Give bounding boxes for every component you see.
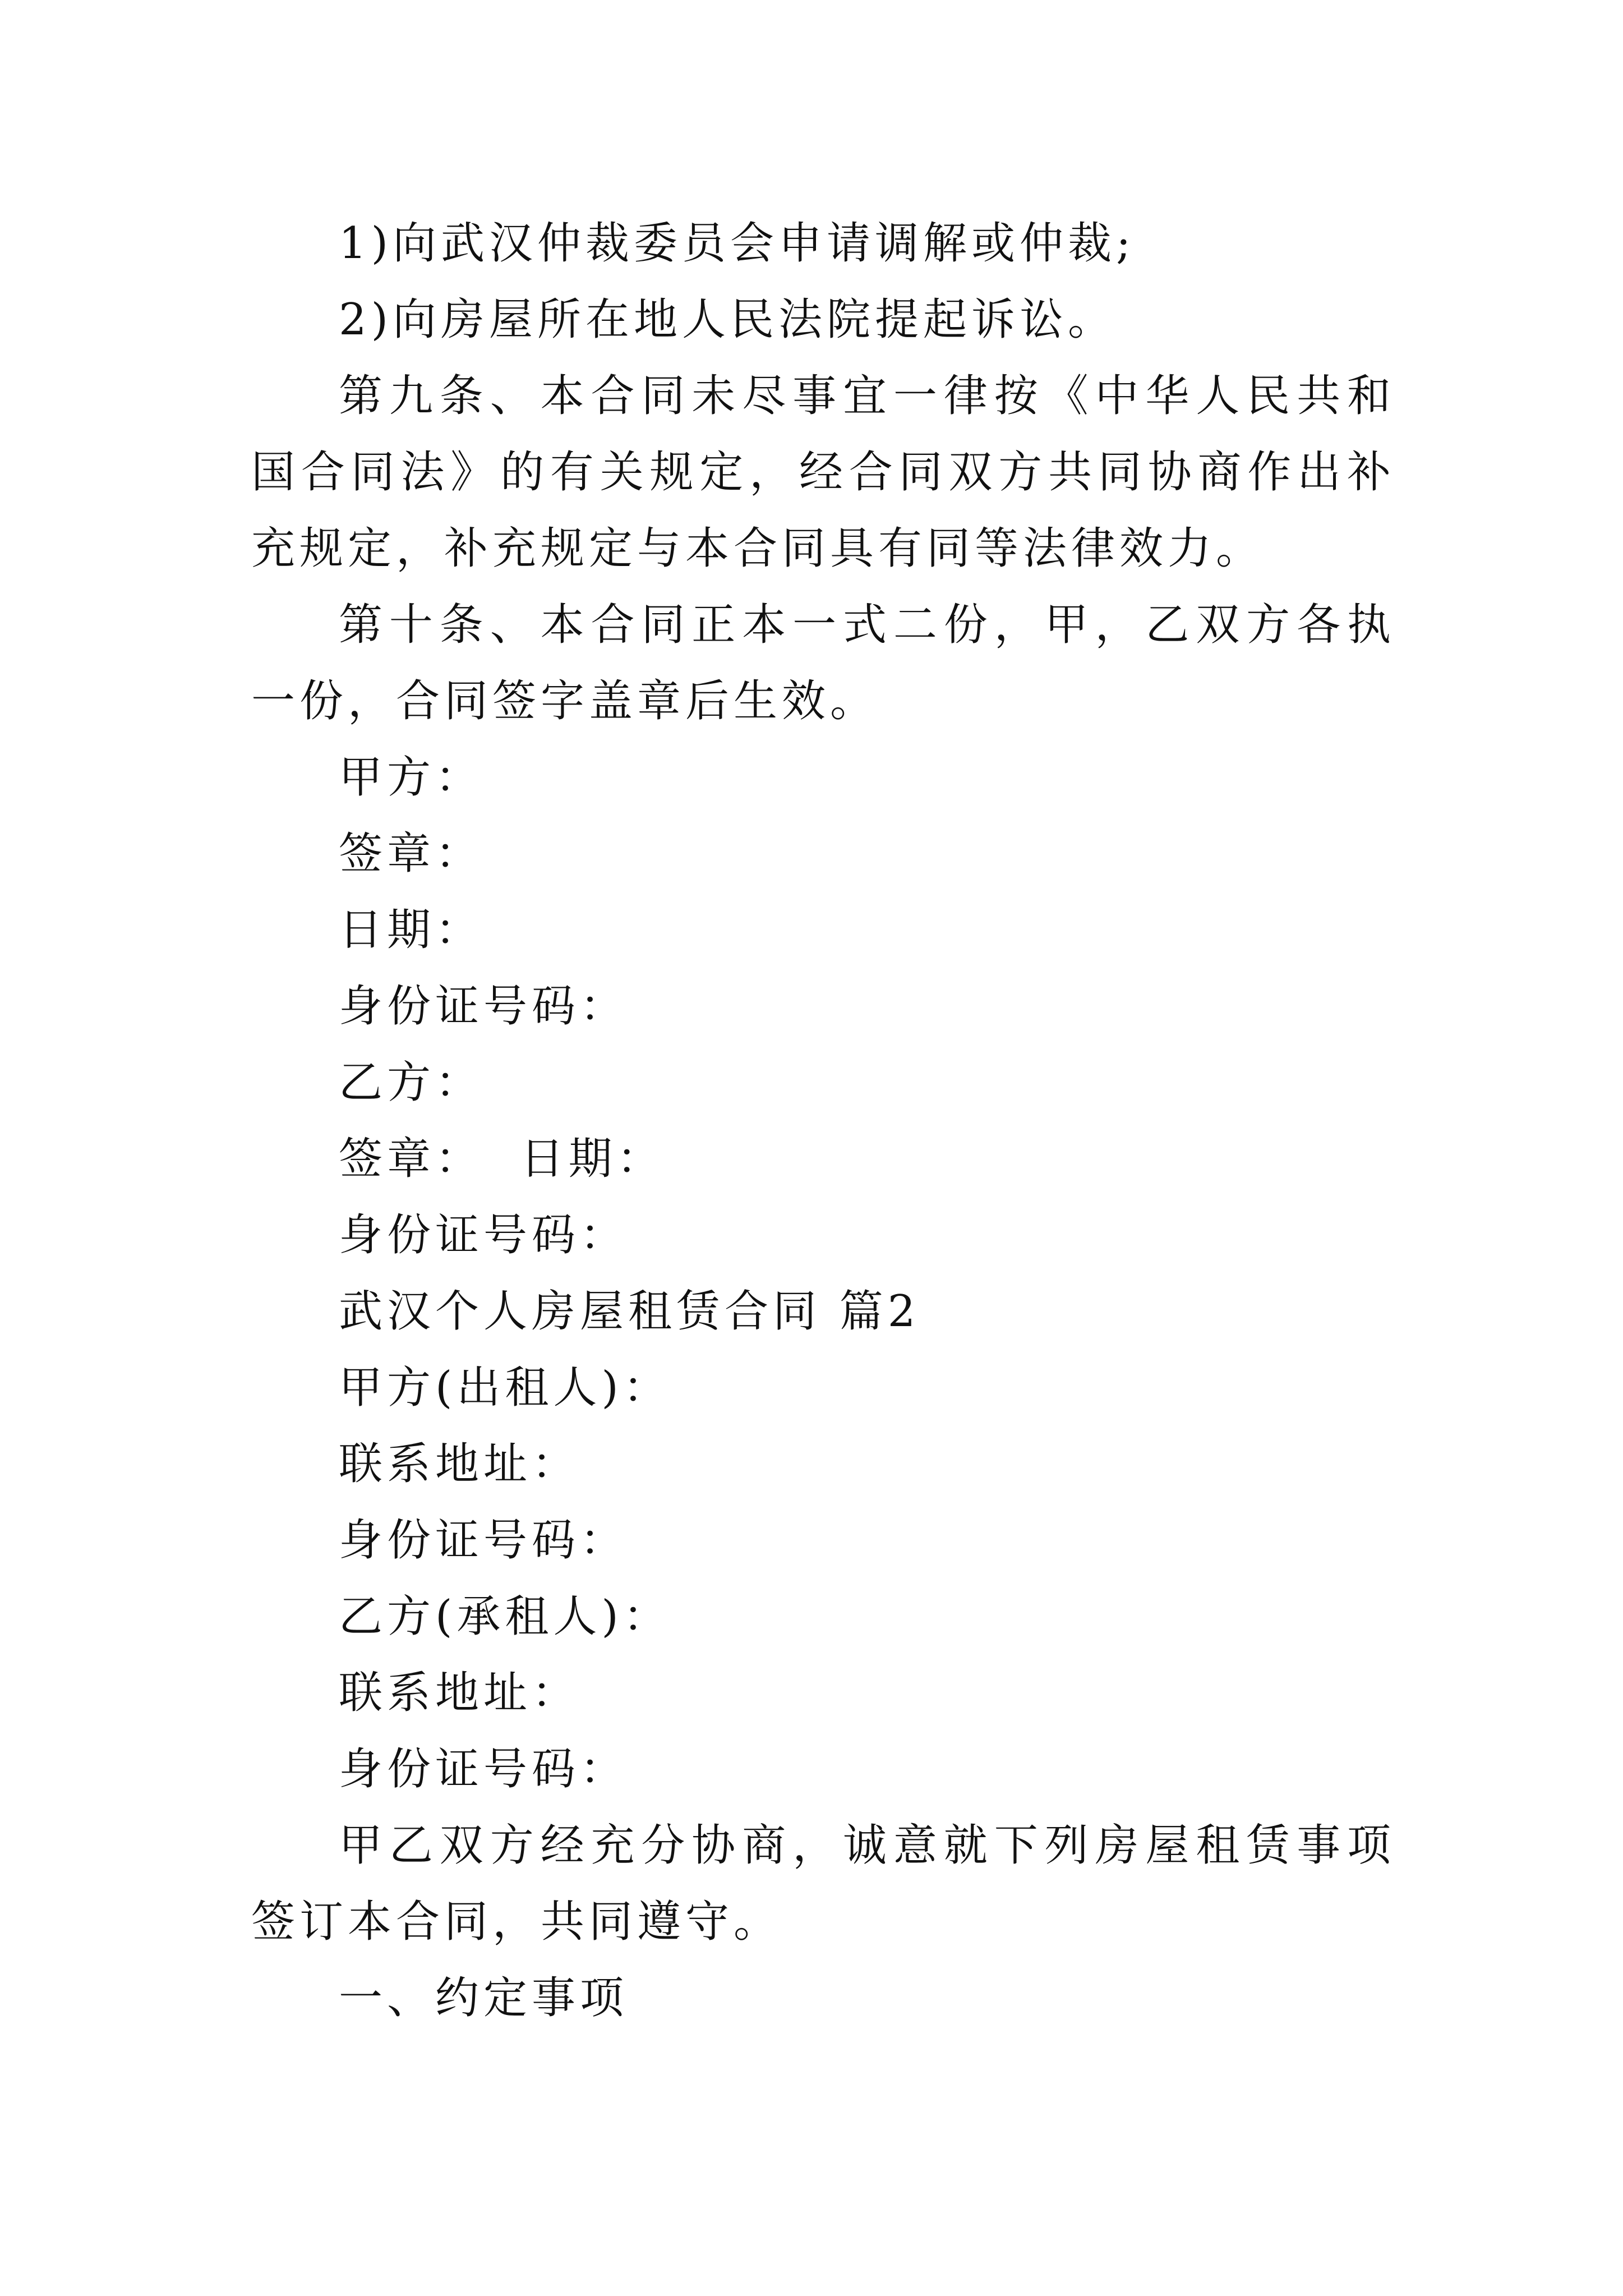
clause-8-option-1: 1)向武汉仲裁委员会申请调解或仲裁; bbox=[339, 218, 1136, 269]
clause-9: 第九条、本合同未尽事宜一律按《中华人民共和国合同法》的有关规定，经合同双方共同协商作出补充规定，补充规定与本合同具有同等法律效力。 bbox=[251, 371, 1395, 574]
party-b-label: 乙方： bbox=[339, 1057, 484, 1108]
party-a-label: 甲方： bbox=[339, 752, 484, 803]
clause-8-option-2: 2)向房屋所在地人民法院提起诉讼。 bbox=[339, 295, 1117, 345]
contract-2-title: 武汉个人房屋租赁合同 篇2 bbox=[339, 1286, 920, 1337]
tenant-id-number: 身份证号码： bbox=[339, 1744, 629, 1795]
clause-10: 第十条、本合同正本一式二份，甲，乙双方各执一份，合同签字盖章后生效。 bbox=[251, 600, 1395, 726]
party-b-seal-date: 签章： 日期： bbox=[339, 1134, 665, 1184]
landlord-label: 甲方(出租人)： bbox=[339, 1363, 671, 1413]
tenant-label: 乙方(承租人)： bbox=[339, 1591, 671, 1642]
document-body bbox=[251, 205, 1395, 2036]
party-a-id-number: 身份证号码： bbox=[339, 981, 629, 1032]
tenant-address: 联系地址： bbox=[339, 1668, 580, 1718]
section-1-heading: 一、约定事项 bbox=[339, 1973, 629, 2023]
party-a-seal: 签章： bbox=[339, 829, 484, 879]
landlord-address: 联系地址： bbox=[339, 1439, 580, 1489]
party-b-id-number: 身份证号码： bbox=[339, 1210, 629, 1260]
landlord-id-number: 身份证号码： bbox=[339, 1515, 629, 1566]
party-a-date: 日期： bbox=[339, 905, 484, 955]
preamble: 甲乙双方经充分协商，诚意就下列房屋租赁事项签订本合同，共同遵守。 bbox=[251, 1820, 1395, 1947]
